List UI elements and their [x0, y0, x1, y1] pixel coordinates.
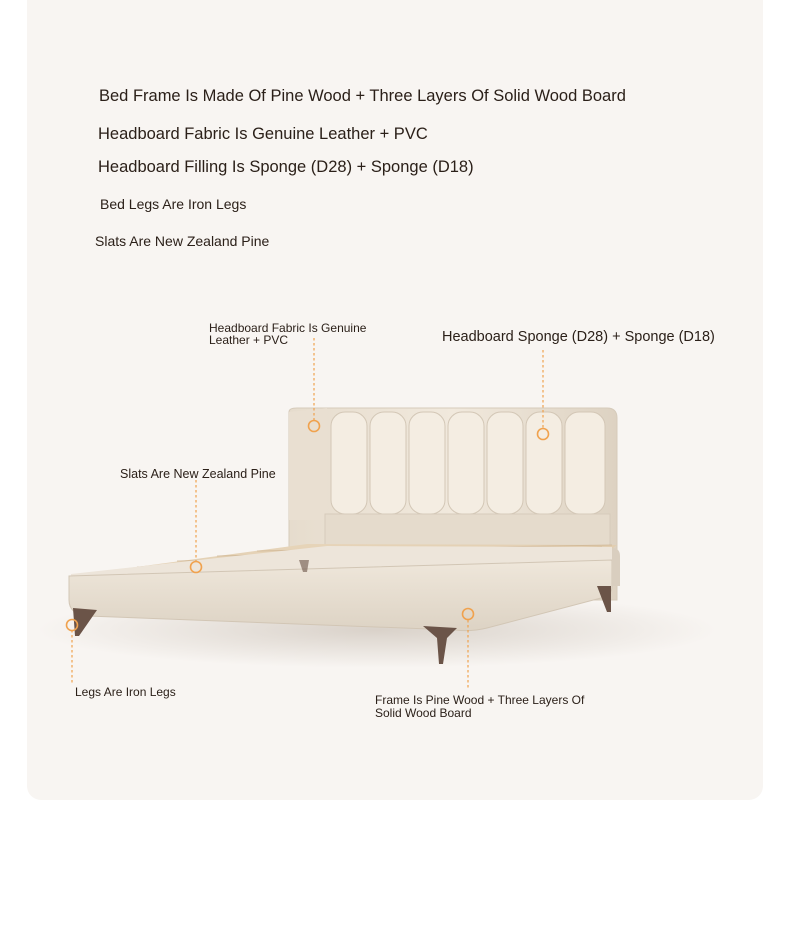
bed-illustration — [27, 0, 763, 800]
callout-slats: Slats Are New Zealand Pine — [120, 467, 276, 481]
frame-end — [612, 548, 620, 586]
callout-headboard-sponge: Headboard Sponge (D28) + Sponge (D18) — [442, 329, 715, 345]
callout-frame: Frame Is Pine Wood + Three Layers Of Solid Wood Board — [375, 693, 585, 720]
spec-slats: Slats Are New Zealand Pine — [95, 233, 270, 249]
product-spec-card — [27, 0, 763, 800]
spec-headboard-filling: Headboard Filling Is Sponge (D28) + Sponge (D18) — [98, 158, 474, 176]
callout-headboard-fabric: Headboard Fabric Is Genuine Leather + PVC — [209, 321, 367, 347]
callout-legs: Legs Are Iron Legs — [75, 685, 176, 699]
spec-frame: Bed Frame Is Made Of Pine Wood + Three Layers Of Solid Wood Board — [99, 87, 626, 105]
spec-bed-legs: Bed Legs Are Iron Legs — [100, 196, 247, 212]
spec-headboard-fabric: Headboard Fabric Is Genuine Leather + PVC — [98, 125, 428, 143]
